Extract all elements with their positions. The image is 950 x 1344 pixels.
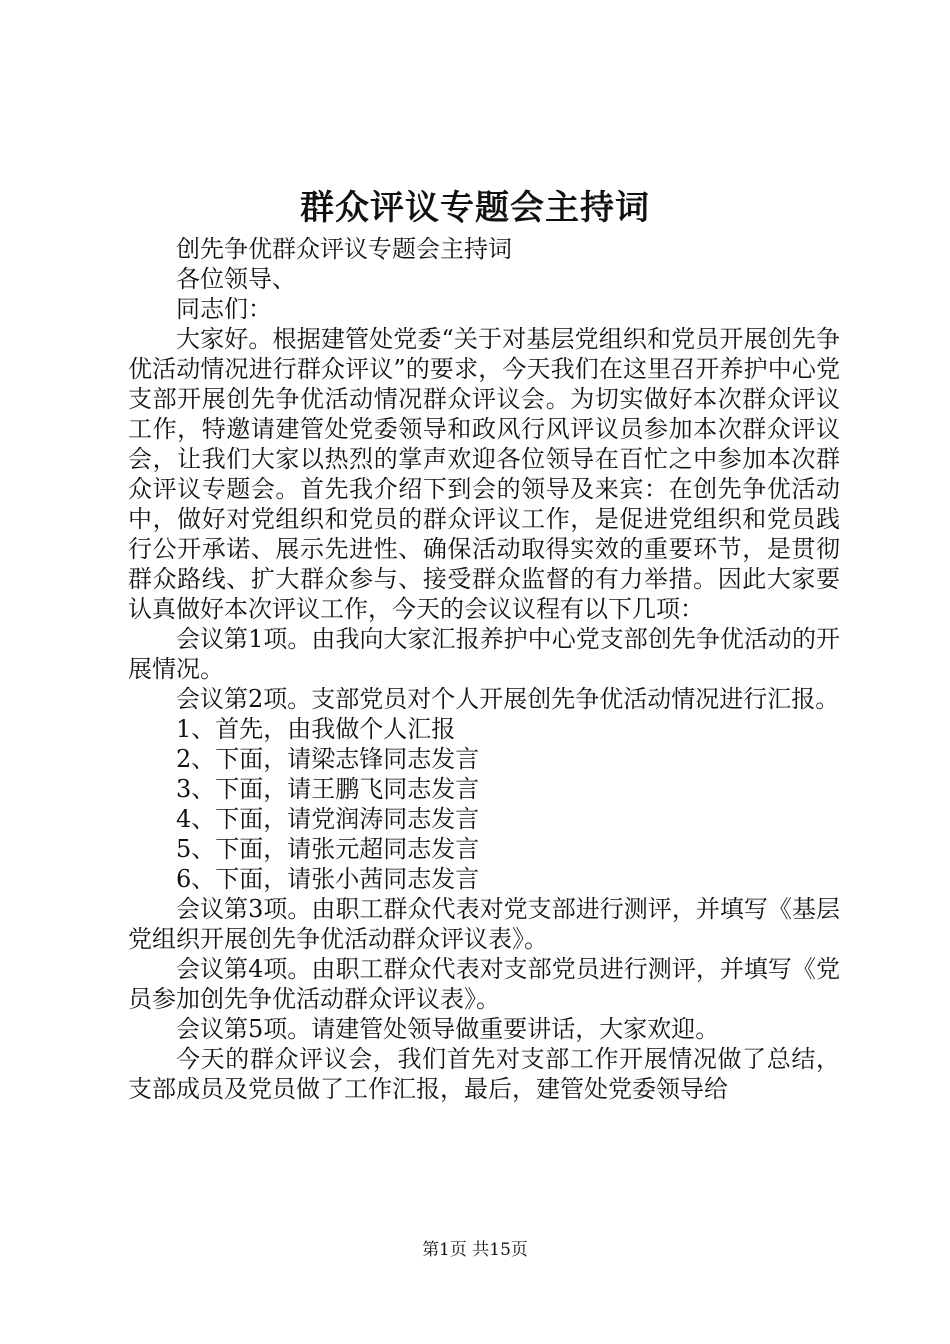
subtitle-paragraph: 创先争优群众评议专题会主持词 xyxy=(176,235,512,263)
speaker-list-item: 4、下面，请党润涛同志发言 xyxy=(176,805,480,833)
speaker-list-item: 6、下面，请张小茜同志发言 xyxy=(176,865,480,893)
document-title: 群众评议专题会主持词 xyxy=(300,188,650,228)
salutation-leaders: 各位领导、 xyxy=(176,265,296,293)
speaker-list-item: 5、下面，请张元超同志发言 xyxy=(176,835,480,863)
page-number-footer: 第1页 共15页 xyxy=(422,1240,528,1260)
speaker-list-item: 2、下面，请梁志锋同志发言 xyxy=(176,745,480,773)
agenda-item-3: 会议第3项。由职工群众代表对党支部进行测评，并填写《基层党组织开展创先争优活动群众评议表》。 xyxy=(128,895,840,953)
agenda-item-2: 会议第2项。支部党员对个人开展创先争优活动情况进行汇报。 xyxy=(176,685,840,713)
agenda-item-1: 会议第1项。由我向大家汇报养护中心党支部创先争优活动的开展情况。 xyxy=(128,625,840,683)
opening-paragraph: 大家好。根据建管处党委“关于对基层党组织和党员开展创先争优活动情况进行群众评议”的要求，今天我们在这里召开养护中心党支部开展创先争优活动情况群众评议会。为切实做好本次群众评议工作，特邀请建管处党委领导和政风行风评议员参加本次群众评议会，让我们大家以热烈的掌声欢迎各位领导在百忙之中参加本次群众评议专题会。首先我介绍下到会的领导及来宾：在创先争优活动中，做好对党组织和党员的群众评议工作，是促进党组织和党员践行公开承诺、展示先进性、确保活动取得实效的重要环节，是贯彻群众路线、扩大群众参与、接受群众监督的有力举措。因此大家要认真做好本次评议工作，今天的会议议程有以下几项： xyxy=(128,325,840,623)
agenda-item-4: 会议第4项。由职工群众代表对支部党员进行测评，并填写《党员参加创先争优活动群众评议表》。 xyxy=(128,955,840,1013)
salutation-comrades: 同志们： xyxy=(176,295,272,323)
speaker-list-item: 1、首先，由我做个人汇报 xyxy=(176,715,456,743)
agenda-item-5: 会议第5项。请建管处领导做重要讲话，大家欢迎。 xyxy=(176,1015,720,1043)
closing-paragraph: 今天的群众评议会，我们首先对支部工作开展情况做了总结，支部成员及党员做了工作汇报，最后，建管处党委领导给 xyxy=(128,1045,840,1103)
document-body xyxy=(128,234,840,1104)
speaker-list-item: 3、下面，请王鹏飞同志发言 xyxy=(176,775,480,803)
